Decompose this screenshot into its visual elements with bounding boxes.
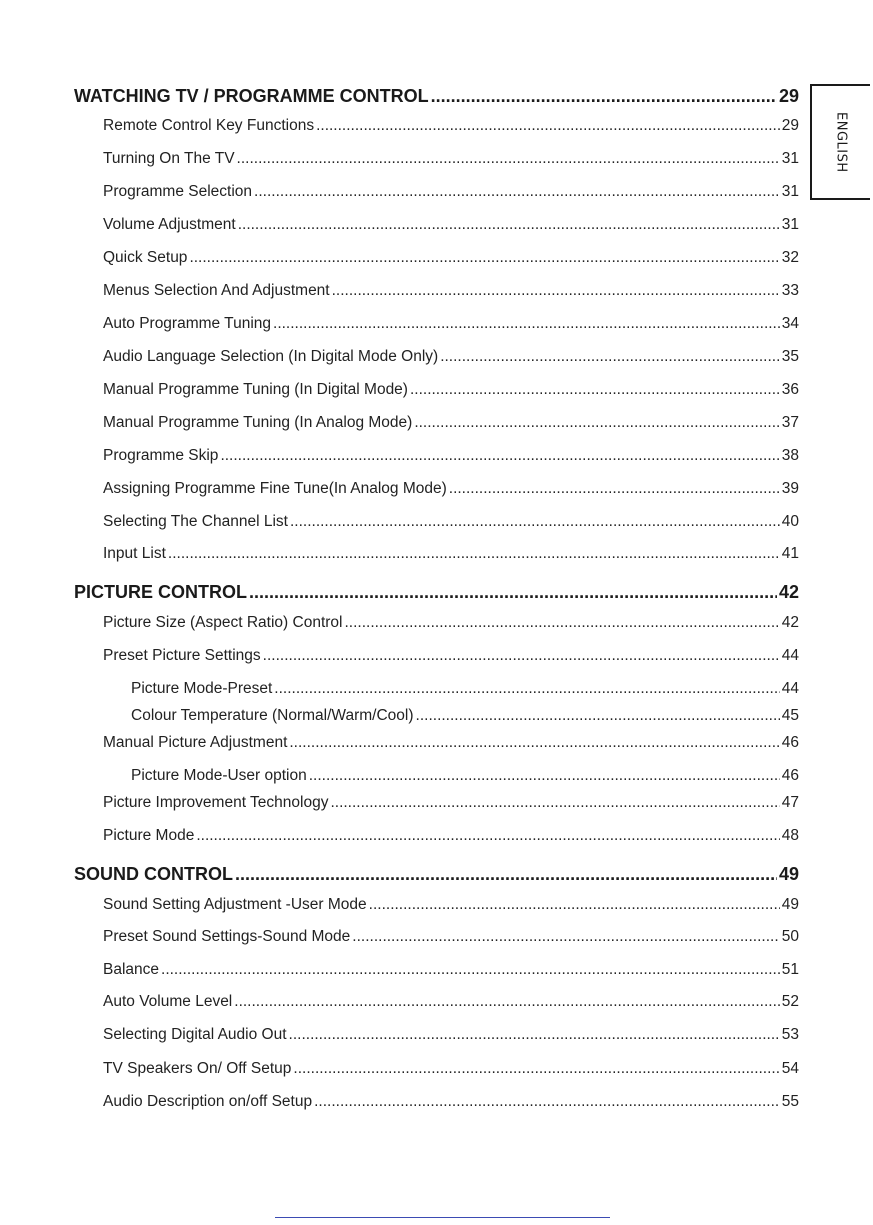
toc-entry	[103, 480, 799, 498]
toc-leader	[414, 414, 779, 432]
toc-leader	[254, 183, 780, 201]
toc-leader	[431, 86, 777, 107]
toc-page: 33	[781, 282, 799, 299]
toc-entry	[103, 1060, 799, 1078]
toc-subentry	[131, 680, 799, 698]
toc-label: Picture Mode	[103, 827, 195, 844]
toc-page: 29	[778, 86, 799, 106]
toc-page: 38	[781, 447, 799, 464]
toc-section	[74, 864, 799, 885]
toc-label: Manual Programme Tuning (In Analog Mode)	[103, 414, 413, 431]
footer-rule	[275, 1217, 610, 1218]
toc-label: Selecting The Channel List	[103, 513, 288, 530]
toc-label: Sound Setting Adjustment -User Mode	[103, 896, 367, 913]
language-tab	[810, 84, 870, 200]
toc-entry	[103, 827, 799, 845]
toc-entry	[103, 961, 799, 979]
toc-label: SOUND CONTROL	[74, 864, 233, 884]
toc-page: 31	[781, 216, 799, 233]
toc-leader	[289, 734, 779, 752]
toc-leader	[293, 1060, 779, 1078]
toc-leader	[249, 582, 777, 603]
toc-label: Auto Programme Tuning	[103, 315, 272, 332]
toc-page: 47	[781, 794, 799, 811]
toc-subentry	[131, 707, 799, 725]
toc-page: 46	[781, 734, 799, 751]
toc-label: Volume Adjustment	[103, 216, 236, 233]
toc-entry	[103, 216, 799, 234]
toc-label: Input List	[103, 545, 166, 562]
toc-page: 49	[778, 864, 799, 884]
toc-leader	[273, 315, 780, 333]
toc-entry	[103, 249, 799, 267]
toc-leader	[263, 647, 780, 665]
toc-entry	[103, 282, 799, 300]
toc-page: 44	[781, 680, 799, 697]
toc-leader	[274, 680, 779, 698]
toc-page: 44	[781, 647, 799, 664]
toc-page: 49	[781, 896, 799, 913]
toc-leader	[234, 993, 779, 1011]
toc-entry	[103, 414, 799, 432]
toc-page: 51	[781, 961, 799, 978]
toc-entry	[103, 896, 799, 914]
toc-label: Picture Mode-Preset	[131, 680, 273, 697]
toc-leader	[220, 447, 779, 465]
toc-label: PICTURE CONTROL	[74, 582, 247, 602]
toc-page: 48	[781, 827, 799, 844]
toc-leader	[369, 896, 780, 914]
toc-label: Preset Picture Settings	[103, 647, 261, 664]
toc-entry	[103, 647, 799, 665]
toc-page: 37	[781, 414, 799, 431]
toc-page: 31	[781, 150, 799, 167]
toc-leader	[189, 249, 779, 267]
toc-leader	[449, 480, 780, 498]
toc-entry	[103, 928, 799, 946]
toc-leader	[332, 282, 780, 300]
toc-label: TV Speakers On/ Off Setup	[103, 1060, 292, 1077]
toc-leader	[309, 767, 780, 785]
toc-leader	[330, 794, 779, 812]
toc-label: Balance	[103, 961, 160, 978]
toc-label: Manual Programme Tuning (In Digital Mode)	[103, 381, 408, 398]
toc-page: 41	[781, 545, 799, 562]
toc-page: 31	[781, 183, 799, 200]
toc-section	[74, 86, 799, 107]
toc-label: Menus Selection And Adjustment	[103, 282, 330, 299]
toc-entry	[103, 348, 799, 366]
toc-page: 40	[781, 513, 799, 530]
toc-entry	[103, 1026, 799, 1044]
toc-page: 42	[778, 582, 799, 602]
toc-entry	[103, 117, 799, 135]
toc-leader	[344, 614, 779, 632]
toc-page: 29	[781, 117, 799, 134]
toc-leader	[290, 513, 780, 531]
toc-label: WATCHING TV / PROGRAMME CONTROL	[74, 86, 429, 106]
toc-label: Turning On The TV	[103, 150, 235, 167]
toc-page: 54	[781, 1060, 799, 1077]
toc-leader	[237, 150, 780, 168]
toc-entry	[103, 794, 799, 812]
toc-entry	[103, 1093, 799, 1111]
toc-label: Colour Temperature (Normal/Warm/Cool)	[131, 707, 414, 724]
toc-leader	[161, 961, 780, 979]
toc-entry	[103, 150, 799, 168]
toc-page: 36	[781, 381, 799, 398]
toc-label: Picture Improvement Technology	[103, 794, 329, 811]
toc-subentry	[131, 767, 799, 785]
toc-entry	[103, 315, 799, 333]
toc-leader	[314, 1093, 780, 1111]
toc-page: 50	[781, 928, 799, 945]
toc-leader	[238, 216, 780, 234]
toc-page: 32	[781, 249, 799, 266]
toc-page: 52	[781, 993, 799, 1010]
toc-page: 34	[781, 315, 799, 332]
toc-page: 46	[781, 767, 799, 784]
toc-leader	[410, 381, 780, 399]
toc-label: Programme Skip	[103, 447, 219, 464]
toc-leader	[316, 117, 780, 135]
toc-page: 53	[781, 1026, 799, 1043]
toc-label: Audio Description on/off Setup	[103, 1093, 313, 1110]
toc-leader	[416, 707, 780, 725]
toc-leader	[352, 928, 779, 946]
toc-entry	[103, 614, 799, 632]
toc-label: Selecting Digital Audio Out	[103, 1026, 287, 1043]
toc-label: Auto Volume Level	[103, 993, 233, 1010]
toc-label: Remote Control Key Functions	[103, 117, 315, 134]
toc-label: Preset Sound Settings-Sound Mode	[103, 928, 351, 945]
toc-page: 35	[781, 348, 799, 365]
toc-leader	[289, 1026, 780, 1044]
toc-entry	[103, 183, 799, 201]
toc-entry	[103, 447, 799, 465]
toc-label: Manual Picture Adjustment	[103, 734, 288, 751]
toc-label: Audio Language Selection (In Digital Mode Only)	[103, 348, 439, 365]
toc-leader	[196, 827, 779, 845]
toc-entry	[103, 993, 799, 1011]
toc-leader	[168, 545, 780, 563]
toc-section	[74, 582, 799, 603]
toc-label: Assigning Programme Fine Tune(In Analog Mode)	[103, 480, 447, 497]
toc-label: Picture Size (Aspect Ratio) Control	[103, 614, 343, 631]
toc-page: 42	[781, 614, 799, 631]
toc-entry	[103, 734, 799, 752]
toc-page: 45	[781, 707, 799, 724]
toc-label: Programme Selection	[103, 183, 253, 200]
language-tab-label: ENGLISH	[833, 111, 849, 173]
toc-leader	[440, 348, 780, 366]
toc-entry	[103, 545, 799, 563]
toc-page: 55	[781, 1093, 799, 1110]
toc-entry	[103, 513, 799, 531]
toc-entry	[103, 381, 799, 399]
toc-label: Quick Setup	[103, 249, 188, 266]
toc-page: 39	[781, 480, 799, 497]
toc-leader	[235, 864, 777, 885]
toc-label: Picture Mode-User option	[131, 767, 307, 784]
